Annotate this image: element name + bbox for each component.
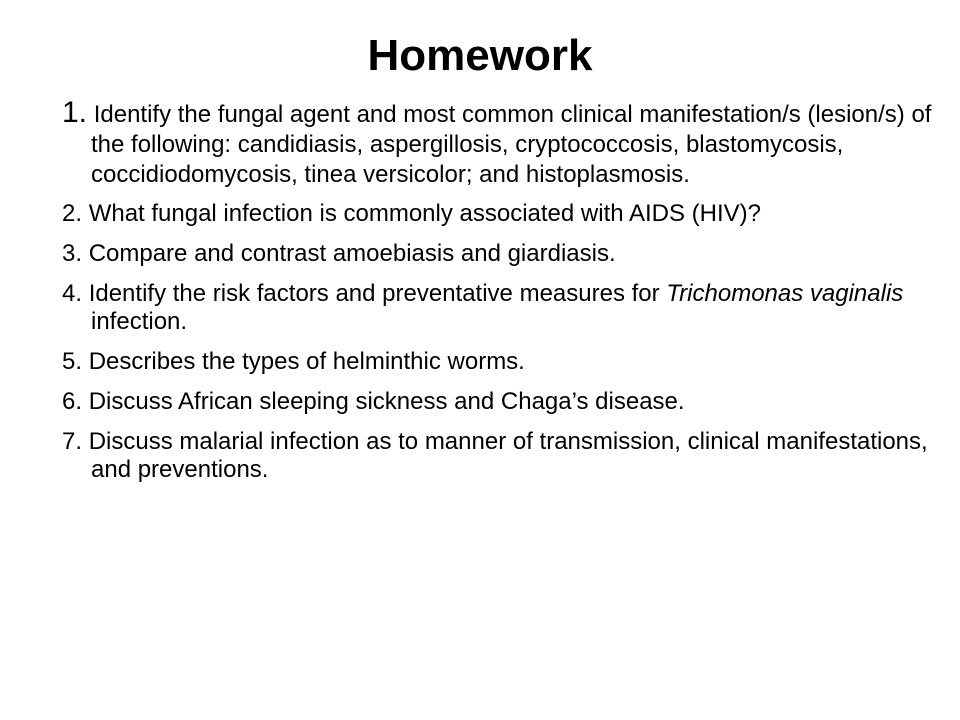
item-number: 3. — [62, 240, 83, 267]
homework-item-1 — [62, 98, 942, 190]
homework-item-3 — [62, 240, 942, 268]
item-text: Discuss malarial infection as to manner of transmission, clinical manifestations, and preventions. — [88, 428, 928, 483]
homework-item-4 — [62, 280, 942, 336]
item-text: Identify the fungal agent and most common clinical manifestation/s (lesion/s) of the following: candidiasis, aspergillosis, cryptococcosis, blastomycosis, coccidiodomycosis, tinea versicolor; and histoplasmosis. — [91, 101, 932, 188]
homework-item-2 — [62, 200, 942, 228]
item-text-italic: Trichomonas vaginalis — [666, 280, 904, 307]
homework-item-5 — [62, 348, 942, 376]
item-text: Identify the risk factors and preventative measures for — [88, 280, 660, 307]
item-number: 7. — [62, 428, 83, 455]
homework-item-7 — [62, 428, 942, 484]
item-number: 2. — [62, 200, 83, 227]
homework-list — [62, 98, 942, 496]
item-text: Discuss African sleeping sickness and Chaga’s disease. — [88, 388, 685, 415]
item-number: 4. — [62, 280, 83, 307]
slide-title: Homework — [367, 31, 593, 80]
item-number: 6. — [62, 388, 83, 415]
homework-item-6 — [62, 388, 942, 416]
item-text: Describes the types of helminthic worms. — [88, 348, 525, 375]
item-number: 1. — [62, 96, 88, 129]
item-number: 5. — [62, 348, 83, 375]
item-text: What fungal infection is commonly associated with AIDS (HIV)? — [88, 200, 761, 227]
item-text: Compare and contrast amoebiasis and giardiasis. — [88, 240, 616, 267]
item-text-end: infection. — [91, 308, 188, 335]
